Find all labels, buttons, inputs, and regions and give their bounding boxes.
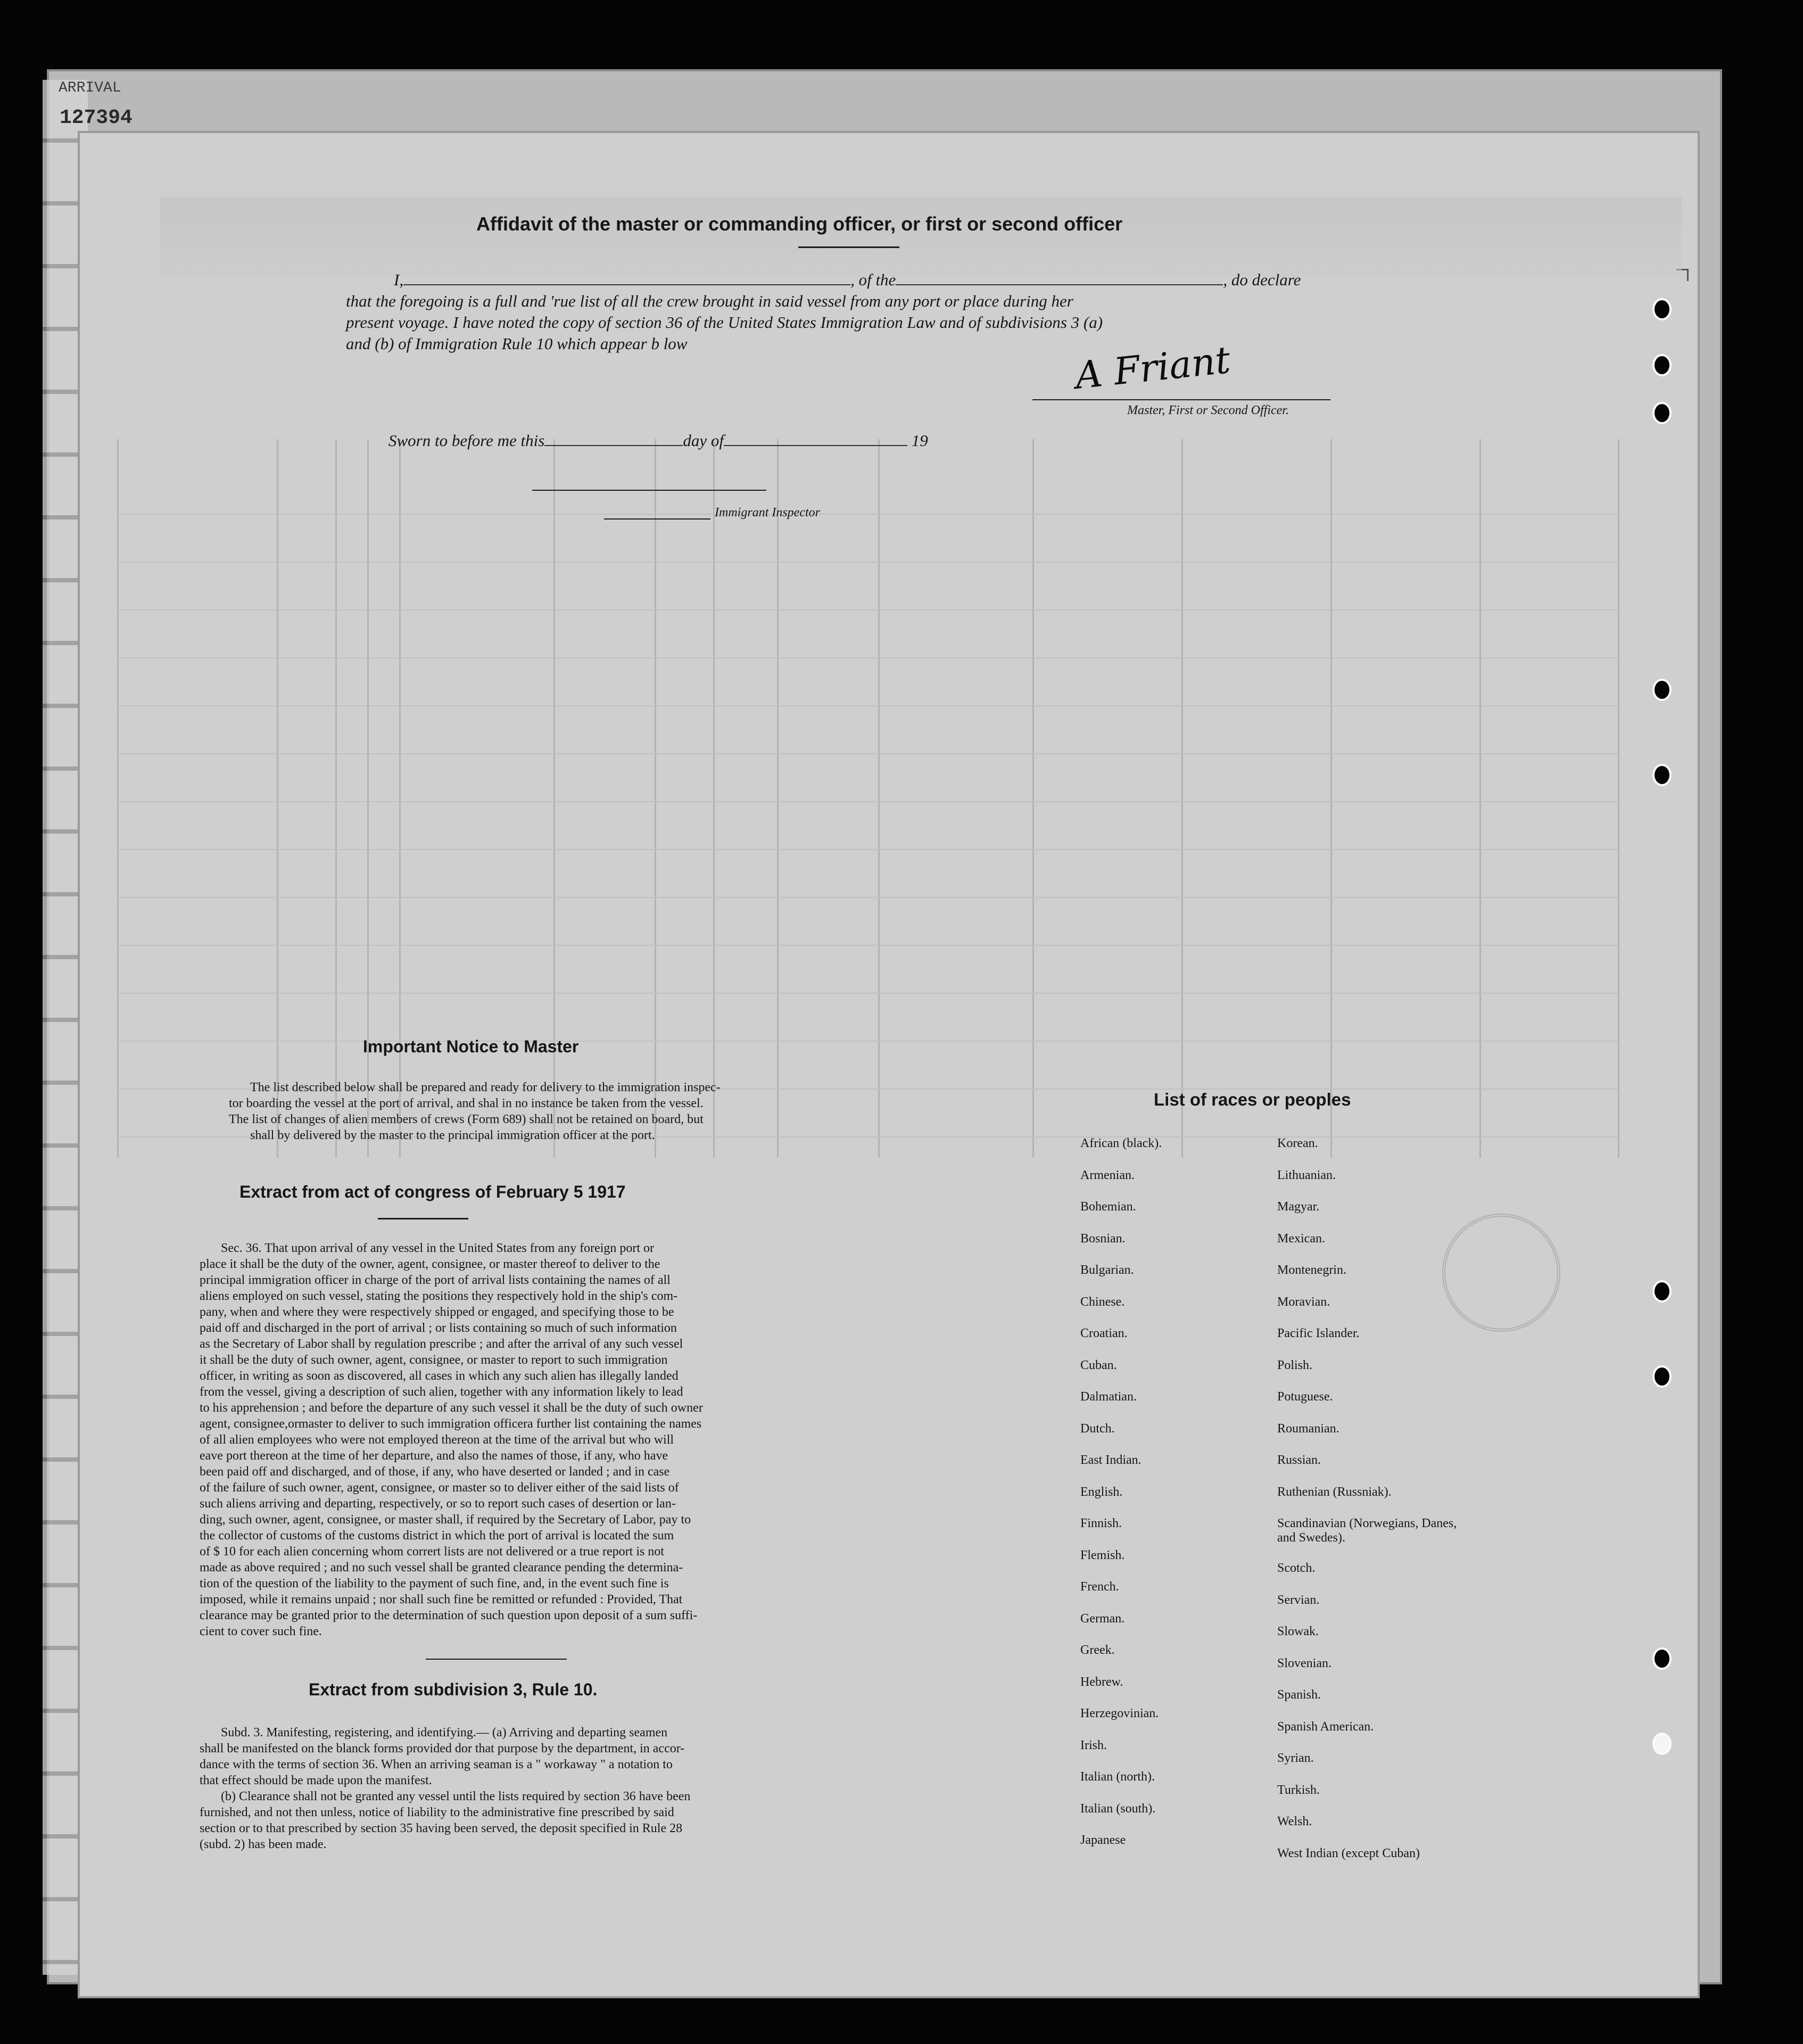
ghost-row-line (117, 945, 1618, 946)
race-item: Bohemian. (1080, 1200, 1136, 1214)
inspector-caption: Immigrant Inspector (715, 506, 820, 520)
ghost-row-line (117, 801, 1618, 802)
extract-act-line: principal immigration officer in charge of the port of arrival lists containing the names of all (200, 1273, 671, 1287)
punch-hole (1652, 1733, 1672, 1755)
extract-act-line: such aliens arriving and departing, respectively, or so to report such cases of desertion or lan- (200, 1497, 676, 1511)
punch-hole (1652, 1280, 1672, 1303)
title-divider (798, 246, 899, 248)
name-blank (403, 271, 850, 285)
sworn-prefix: Sworn to before me this (388, 431, 545, 450)
notice-title: Important Notice to Master (363, 1037, 579, 1056)
race-item: Slowak. (1277, 1625, 1319, 1638)
extract-rule-line: Subd. 3. Manifesting, registering, and identifying.— (a) Arriving and departing seamen (221, 1726, 668, 1740)
ghost-row-line (117, 562, 1618, 563)
races-right-column (1277, 1136, 1469, 1878)
race-item: Bosnian. (1080, 1231, 1126, 1246)
ghost-column-line (713, 439, 715, 1158)
extract-act-line: eave port thereon at the time of her departure, and also the names of those, if any, who have (200, 1449, 668, 1463)
ghost-row-line (117, 657, 1618, 658)
affidavit-line-3: present voyage. I have noted the copy of section 36 of the United States Immigration Law and of subdivisions 3 (a) (346, 313, 1103, 332)
ghost-column-line (1181, 439, 1183, 1158)
race-item: Roumanian. (1277, 1421, 1339, 1436)
ghost-row-line (117, 849, 1618, 850)
race-item: Scotch. (1277, 1561, 1316, 1575)
extract-act-line: place it shall be the duty of the owner, agent, consignee, or master thereof to deliver to the (200, 1257, 660, 1271)
extract-act-line: of $ 10 for each alien concerning whom corrert lists are not delivered or a true report is not (200, 1545, 665, 1559)
affidavit-line-2: that the foregoing is a full and 'rue list of all the crew brought in said vessel from any port or place during her (346, 292, 1073, 310)
extract-rule-line: dance with the terms of section 36. When an arriving seaman is a " workaway " a notation to (200, 1758, 673, 1771)
notice-line: tor boarding the vessel at the port of arrival, and shal in no instance be taken from the vessel. (229, 1097, 704, 1110)
ghost-column-line (777, 439, 779, 1158)
signature-caption: Master, First or Second Officer. (1127, 403, 1289, 417)
extract-act-line: of all alien employees who were not employed thereon at the time of the arrival but who will (200, 1433, 674, 1447)
vessel-blank (896, 271, 1223, 285)
document-page (80, 133, 1698, 1996)
race-item: Italian (north). (1080, 1770, 1155, 1784)
notice-line: shall by delivered by the master to the principal immigration officer at the port. (250, 1128, 655, 1142)
ghost-column-line (1479, 439, 1481, 1158)
race-item: Herzegovinian. (1080, 1707, 1159, 1720)
race-item: East Indian. (1080, 1453, 1142, 1467)
race-item: Dutch. (1080, 1421, 1115, 1436)
punch-hole (1652, 402, 1672, 424)
inspector-line-lower (604, 518, 710, 520)
race-item: Croatian. (1080, 1326, 1128, 1340)
extract-act-line: tion of the question of the liability to the payment of such fine, and, in the event such fine is (200, 1577, 669, 1590)
ghost-column-line (335, 439, 337, 1158)
extract-act-line: Sec. 36. That upon arrival of any vessel in the United States from any foreign port or (221, 1241, 655, 1255)
race-item: German. (1080, 1611, 1125, 1626)
notice-line: The list described below shall be prepared and ready for delivery to the immigration inspec- (250, 1081, 721, 1094)
punch-hole (1652, 298, 1672, 320)
ghost-row-line (117, 514, 1618, 515)
ghost-row-line (117, 1041, 1618, 1042)
signature-line (1032, 399, 1330, 400)
race-item: Polish. (1277, 1358, 1313, 1372)
race-item: Irish. (1080, 1738, 1107, 1752)
race-item: West Indian (except Cuban) (1277, 1846, 1420, 1860)
race-item: Turkish. (1277, 1783, 1320, 1797)
affidavit-i: I, (394, 270, 404, 289)
ghost-row-line (117, 753, 1618, 754)
race-item: French. (1080, 1580, 1119, 1594)
race-item: English. (1080, 1485, 1123, 1499)
race-item: Bulgarian. (1080, 1263, 1134, 1277)
race-item: Moravian. (1277, 1295, 1330, 1309)
extract-act-line: imposed, while it remains unpaid ; nor shall such fine be remitted or refunded : Provided, That (200, 1593, 683, 1606)
stamp-arrival-label: ARRIVAL (59, 80, 121, 96)
punch-hole (1652, 679, 1672, 701)
race-item: Flemish. (1080, 1548, 1125, 1562)
race-item: Finnish. (1080, 1516, 1122, 1530)
bleed-through-header (160, 197, 1682, 277)
extract-act-line: clearance may be granted prior to the determination of such question upon deposit of a sum suffi- (200, 1609, 698, 1622)
extract-act-title: Extract from act of congress of February 5 1917 (239, 1182, 626, 1201)
extract-act-line: officer, in writing as soon as discovered, all cases in which any such alien has illegally landed (200, 1369, 679, 1383)
sworn-year: 19 (911, 431, 928, 450)
race-item: Spanish American. (1277, 1719, 1374, 1734)
extract-act-line: paid off and discharged in the port of arrival ; or lists containing so much of such information (200, 1321, 677, 1335)
extract-rule-line: section or to that prescribed by section 35 having been served, the deposit specified in Rule 28 (200, 1822, 683, 1835)
sworn-line (388, 431, 928, 450)
stamp-number: 127394 (60, 106, 133, 129)
race-item: Lithuanian. (1277, 1168, 1336, 1182)
extract-act-line: cient to cover such fine. (200, 1625, 322, 1638)
punch-hole (1652, 1647, 1672, 1670)
notice-line: The list of changes of alien members of crews (Form 689) shall not be retained on board, but (229, 1112, 704, 1126)
embossed-seal (1442, 1214, 1560, 1332)
race-item: Pacific Islander. (1277, 1326, 1360, 1340)
sworn-day-blank (544, 432, 683, 446)
officer-signature: A Friant (1073, 337, 1233, 398)
race-item: Welsh. (1277, 1815, 1312, 1828)
extract-act-line: made as above required ; and no such vessel shall be granted clearance pending the determina- (200, 1561, 683, 1575)
ghost-column-line (1618, 439, 1619, 1158)
notice-body (229, 1079, 804, 1143)
extract-act-body (200, 1240, 798, 1639)
extract-act-line: as the Secretary of Labor shall by regulation prescribe ; and after the arrival of any such vessel (200, 1337, 683, 1351)
race-item: Dalmatian. (1080, 1390, 1137, 1404)
ghost-row-line (117, 705, 1618, 706)
extract-act-line: pany, when and where they were respectively shipped or engaged, and specifying those to be (200, 1305, 674, 1319)
races-left-column (1080, 1136, 1162, 1865)
extract-act-line: aliens employed on such vessel, stating the positions they respectively hold in the ship's com- (200, 1289, 678, 1303)
race-item: Mexican. (1277, 1231, 1325, 1246)
affidavit-declare: , do declare (1223, 270, 1301, 289)
race-item: Potuguese. (1277, 1390, 1333, 1404)
extract-act-line: agent, consignee,ormaster to deliver to such immigration officera further list containing the names (200, 1417, 702, 1431)
race-item: Scandinavian (Norwegians, Danes, and Swedes). (1277, 1516, 1457, 1545)
race-item: Japanese (1080, 1833, 1126, 1847)
race-item: Slovenian. (1277, 1656, 1331, 1670)
sworn-day-of: day of (683, 431, 724, 450)
races-title: List of races or peoples (1154, 1090, 1351, 1109)
extract-act-divider (378, 1218, 468, 1219)
extract-rule-body (200, 1725, 798, 1852)
extract-act-line: to his apprehension ; and before the departure of any such vessel it shall be the duty of such owner (200, 1401, 703, 1415)
race-item: Cuban. (1080, 1358, 1117, 1372)
extract-act-line: the collector of customs of the customs district in which the port of arrival is located the sum (200, 1529, 674, 1543)
punch-hole (1652, 354, 1672, 376)
race-item: Armenian. (1080, 1168, 1135, 1182)
race-item: African (black). (1080, 1136, 1162, 1150)
race-item: Korean. (1277, 1136, 1318, 1150)
ghost-column-line (277, 439, 278, 1158)
extract-rule-line: (subd. 2) has been made. (200, 1837, 327, 1851)
extract-rule-line: shall be manifested on the blanck forms provided dor that purpose by the department, in accor- (200, 1742, 685, 1755)
ghost-row-line (117, 897, 1618, 898)
race-item: Montenegrin. (1277, 1263, 1346, 1277)
punch-hole (1652, 1365, 1672, 1388)
extract-rule-line: that effect should be made upon the manifest. (200, 1774, 432, 1787)
extract-act-line: ding, such owner, agent, consignee, or master shall, if required by the Secretary of Labor, pay to (200, 1513, 691, 1527)
punch-hole (1652, 764, 1672, 786)
affidavit-line-1 (394, 270, 1301, 290)
bleed-through-table-grid (117, 439, 1618, 1158)
extract-rule-line: (b) Clearance shall not be granted any vessel until the lists required by section 36 have been (221, 1790, 691, 1803)
sworn-month-blank (724, 432, 907, 446)
extract-act-line: been paid off and discharged, and of those, if any, who have deserted or landed ; and in case (200, 1465, 670, 1479)
extract-rule-title: Extract from subdivision 3, Rule 10. (309, 1680, 598, 1699)
ghost-row-line (117, 993, 1618, 994)
ghost-column-line (1032, 439, 1034, 1158)
ghost-row-line (117, 609, 1618, 611)
extract-act-line: of the failure of such owner, agent, consignee, or master so to deliver either of the said lists of (200, 1481, 679, 1495)
race-item: Servian. (1277, 1593, 1320, 1607)
affidavit-of-the: , of the (850, 270, 896, 289)
race-item: Spanish. (1277, 1688, 1321, 1702)
race-item: Chinese. (1080, 1295, 1125, 1309)
affidavit-title: Affidavit of the master or commanding officer, or first or second officer (476, 213, 1123, 235)
ghost-column-line (117, 439, 119, 1158)
race-item: Magyar. (1277, 1200, 1320, 1214)
race-item: Hebrew. (1080, 1675, 1123, 1689)
race-item: Syrian. (1277, 1751, 1314, 1765)
race-item: Italian (south). (1080, 1801, 1156, 1816)
race-item: Ruthenian (Russniak). (1277, 1485, 1392, 1499)
extract-rule-line: furnished, and not then unless, notice of liability to the administrative fine prescribed by said (200, 1806, 674, 1819)
section-divider (426, 1659, 567, 1660)
extract-act-line: from the vessel, giving a description of such alien, together with any information likely to lead (200, 1385, 683, 1399)
race-item: Russian. (1277, 1453, 1321, 1467)
ghost-column-line (655, 439, 656, 1158)
affidavit-line-4: and (b) of Immigration Rule 10 which appear b low (346, 334, 688, 353)
ghost-column-line (1330, 439, 1332, 1158)
extract-act-line: it shall be the duty of such owner, agent, consignee, or master to report to such immigration (200, 1353, 668, 1367)
ghost-column-line (878, 439, 880, 1158)
inspector-line-upper (532, 490, 766, 491)
race-item: Greek. (1080, 1643, 1115, 1657)
